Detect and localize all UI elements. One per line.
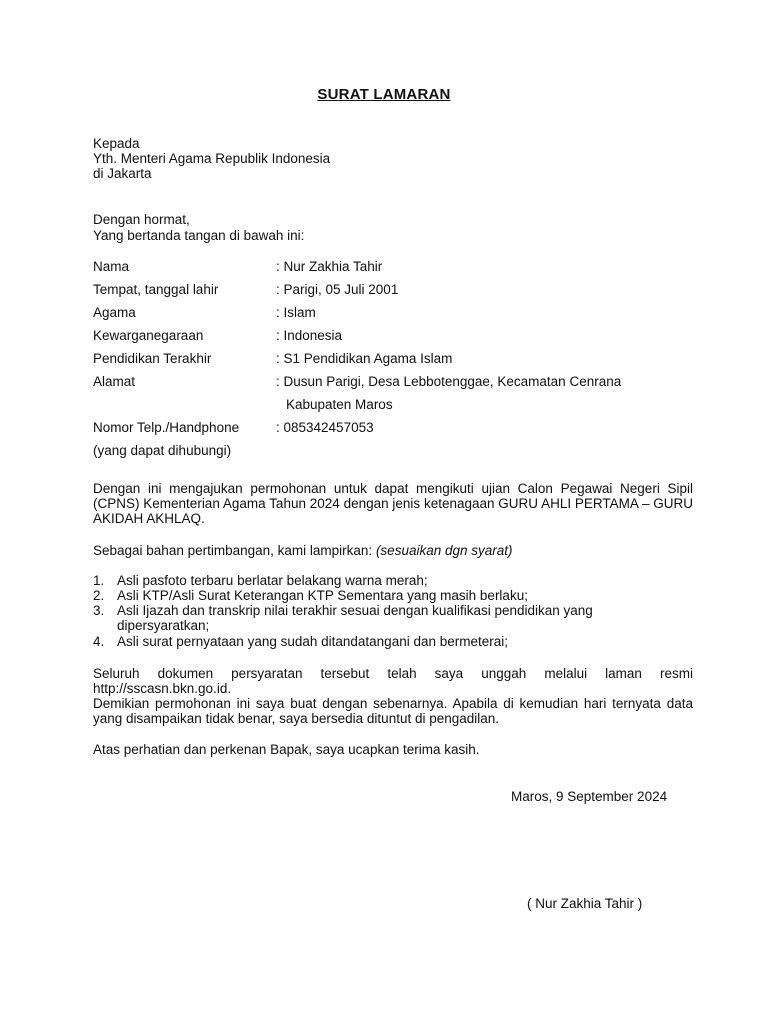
- field-value-nama: : Nur Zakhia Tahir: [276, 259, 383, 274]
- recipient-line-2: Yth. Menteri Agama Republik Indonesia: [93, 151, 331, 166]
- application-paragraph: Dengan ini mengajukan permohonan untuk dapat mengikuti ujian Calon Pegawai Negeri Sipil (CPNS) Kementerian Agama Tahun 2024 dengan jenis ketenagaan GURU AHLI PERTAMA – GURU AKIDAH AKHLAQ.: [93, 481, 693, 526]
- recipient-line-3: di Jakarta: [93, 166, 152, 181]
- field-label-dihubungi: (yang dapat dihubungi): [93, 443, 232, 458]
- attachment-number: 3.: [93, 603, 105, 618]
- place-date: Maros, 9 September 2024: [511, 789, 668, 804]
- field-label-nama: Nama: [93, 259, 130, 274]
- attachments-intro-line: [93, 543, 513, 558]
- attachments-intro: Sebagai bahan pertimbangan, kami lampirkan:: [93, 543, 373, 558]
- field-value-telp: : 085342457053: [276, 420, 374, 435]
- attachment-number: 2.: [93, 588, 105, 603]
- recipient-line-1: Kepada: [93, 136, 140, 151]
- attachment-item: Asli KTP/Asli Surat Keterangan KTP Sementara yang masih berlaku;: [117, 588, 528, 603]
- field-label-pendidikan: Pendidikan Terakhir: [93, 351, 212, 366]
- field-label-telp: Nomor Telp./Handphone: [93, 420, 240, 435]
- letter-title: SURAT LAMARAN: [317, 86, 451, 103]
- attachment-item: Asli Ijazah dan transkrip nilai terakhir sesuai dengan kualifikasi pendidikan yang: [117, 603, 593, 618]
- field-value-ttl: : Parigi, 05 Juli 2001: [276, 282, 399, 297]
- field-value-pendidikan: : S1 Pendidikan Agama Islam: [276, 351, 453, 366]
- field-label-ttl: Tempat, tanggal lahir: [93, 282, 219, 297]
- declaration-paragraph: Demikian permohonan ini saya buat dengan sebenarnya. Apabila di kemudian hari ternyata data yang disampaikan tidak benar, saya bersedia dituntut di pengadilan.: [93, 696, 693, 726]
- intro-line: Yang bertanda tangan di bawah ini:: [93, 228, 305, 243]
- closing-line: Atas perhatian dan perkenan Bapak, saya ucapkan terima kasih.: [93, 742, 480, 757]
- field-value-alamat: : Dusun Parigi, Desa Lebbotenggae, Kecamatan Cenrana: [276, 374, 622, 389]
- attachment-number: 1.: [93, 573, 105, 588]
- field-value-agama: : Islam: [276, 305, 316, 320]
- field-label-alamat: Alamat: [93, 374, 136, 389]
- attachment-item: Asli pasfoto terbaru berlatar belakang warna merah;: [117, 573, 428, 588]
- field-label-agama: Agama: [93, 305, 136, 320]
- attachment-item: Asli surat pernyataan yang sudah ditandatangani dan bermeterai;: [117, 634, 509, 649]
- salutation: Dengan hormat,: [93, 212, 190, 227]
- field-label-kewarganegaraan: Kewarganegaraan: [93, 328, 204, 343]
- field-value-kewarganegaraan: : Indonesia: [276, 328, 343, 343]
- field-value-alamat-line-2: Kabupaten Maros: [286, 397, 393, 412]
- signature-name: ( Nur Zakhia Tahir ): [527, 896, 643, 911]
- documents-paragraph: Seluruh dokumen persyaratan tersebut telah saya unggah melalui laman resmi http://sscasn.bkn.go.id.: [93, 666, 693, 696]
- attachment-item-continued: dipersyaratkan;: [117, 618, 210, 633]
- attachment-number: 4.: [93, 634, 105, 649]
- attachments-note: (sesuaikan dgn syarat): [375, 543, 513, 558]
